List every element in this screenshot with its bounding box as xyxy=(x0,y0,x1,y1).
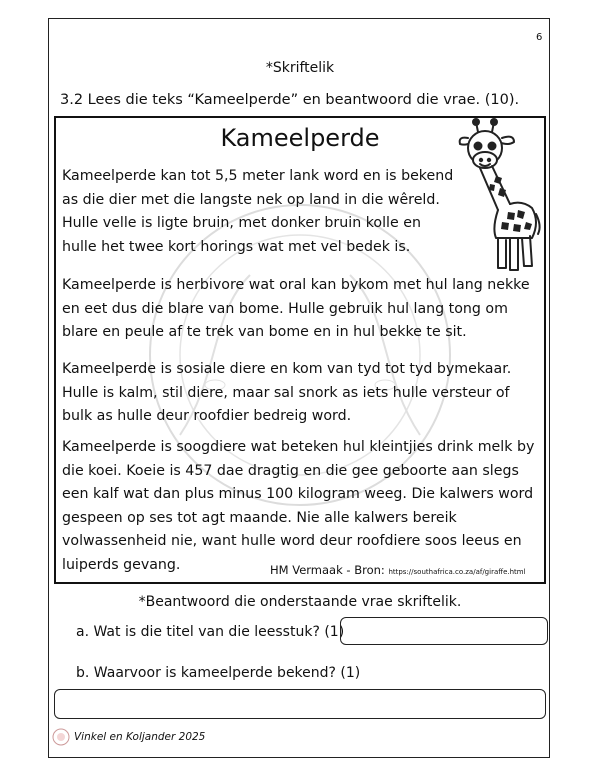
story-title: Kameelperde xyxy=(220,124,380,152)
source-citation xyxy=(270,563,526,577)
answer-box-a[interactable] xyxy=(340,617,548,645)
footer-text: Vinkel en Koljander 2025 xyxy=(74,731,206,743)
paragraph-4: Kameelperde is soogdiere wat beteken hul kleintjies drink melk by die koei. Koeie is 457 dae dragtig en die gee geboorte aan slegs een kalf wat dan plus minus 100 kilogram weeg. Die kalwers word gespeen op ses tot agt maande. Nie alle kalwers bereik volwassenheid nie, want hulle word deur roofdiere soos leeus en luiperds gevang. xyxy=(62,439,535,573)
giraffe-illustration xyxy=(452,118,544,278)
footer-logo-icon xyxy=(52,728,70,746)
paragraph-2: Kameelperde is herbivore wat oral kan bykom met hul lang nekke en eet dus die blare van bome. Hulle gebruik hul lang tong om blare en peule af te trek van bome en in hul bekke te sit. xyxy=(62,277,530,340)
answer-box-b[interactable] xyxy=(54,689,546,719)
paragraph-3: Kameelperde is sosiale diere en kom van tyd tot tyd bymekaar. Hulle is kalm, stil diere, maar sal snork as iets hulle versteur of bulk as hulle deur roofdier bedreig word. xyxy=(62,361,512,424)
paragraph-1: Kameelperde kan tot 5,5 meter lank word en is bekend as die dier met die langste nek op land in die wêreld. Hulle velle is ligte bruin, met donker bruin kolle en hulle het twee kort horings wat met vel bedek is. xyxy=(62,168,454,255)
source-label: HM Vermaak - Bron: xyxy=(270,563,385,577)
instruction: 3.2 Lees die teks “Kameelperde” en beantwoord die vrae. (10). xyxy=(60,92,520,108)
source-url: https://southafrica.co.za/af/giraffe.html xyxy=(388,568,526,576)
answer-instruction: *Beantwoord die onderstaande vrae skriftelik. xyxy=(138,594,462,610)
question-a: a. Wat is die titel van die leesstuk? (1) xyxy=(76,624,345,640)
question-b: b. Waarvoor is kameelperde bekend? (1) xyxy=(76,665,361,681)
section-tag: *Skriftelik xyxy=(265,60,335,76)
page-number: 6 xyxy=(536,32,543,43)
